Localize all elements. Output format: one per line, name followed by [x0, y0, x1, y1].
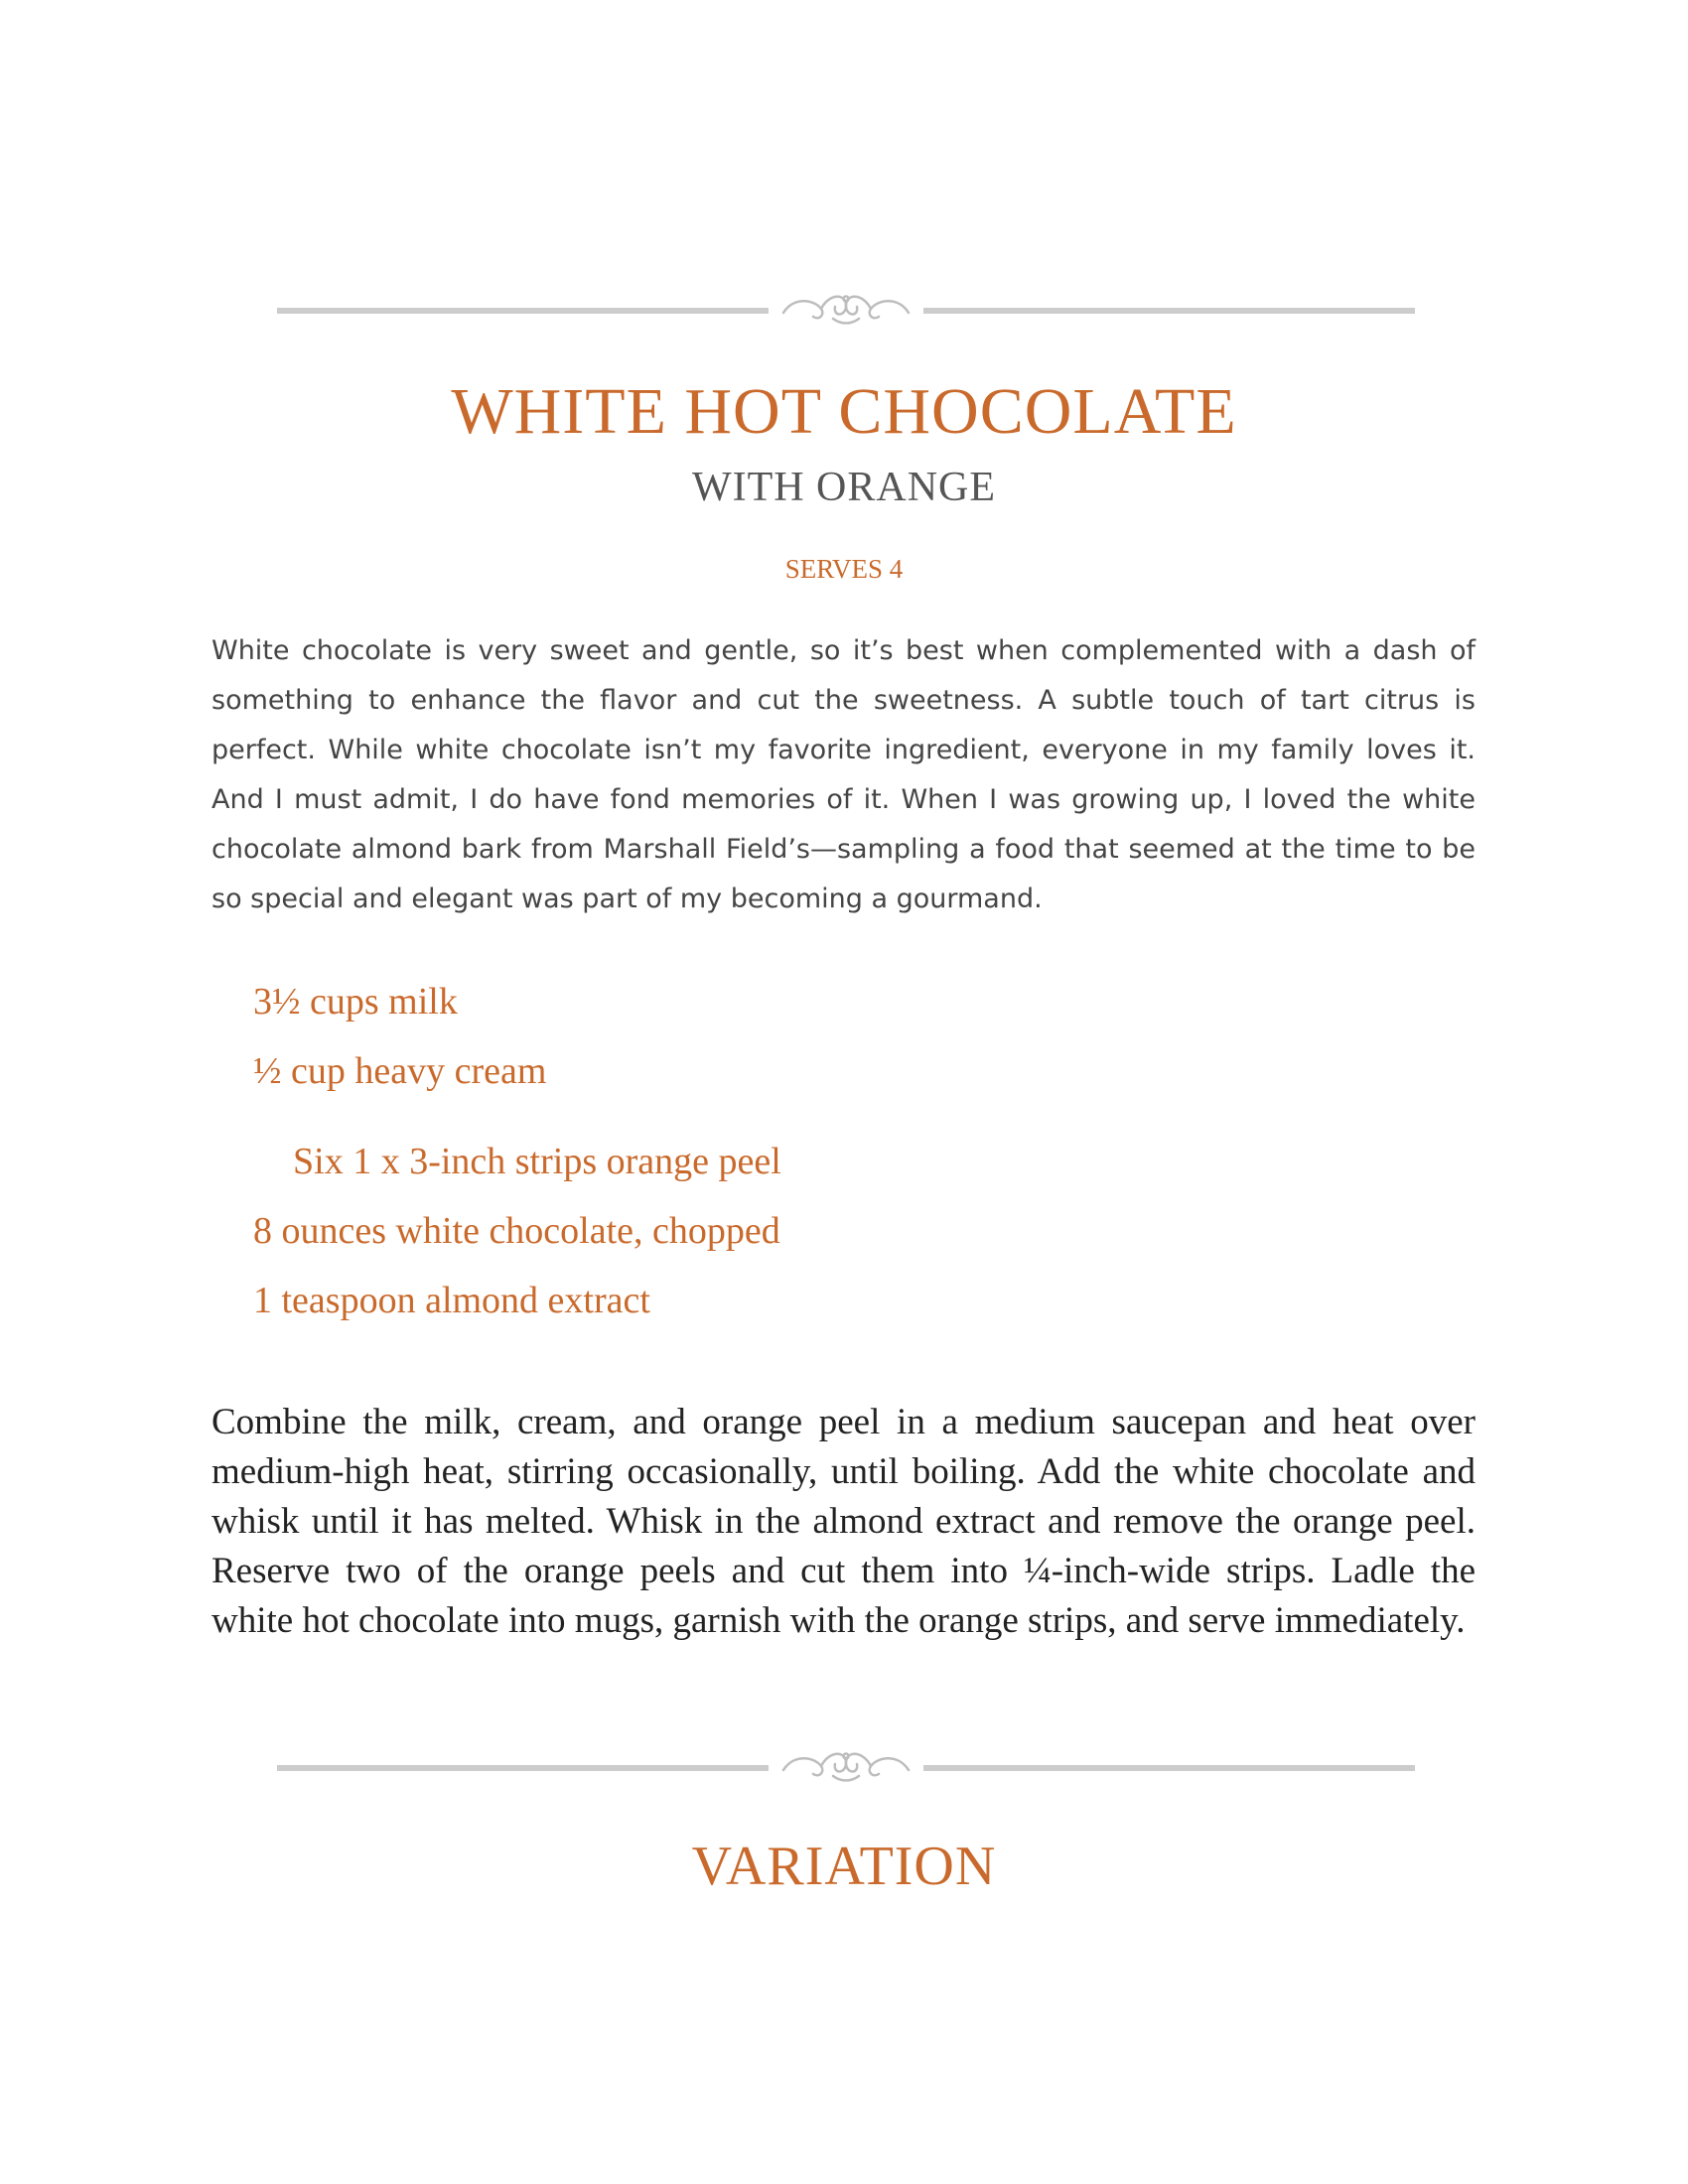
- ingredient-item: 1 teaspoon almond extract: [253, 1280, 650, 1321]
- scroll-flourish-icon: [783, 1754, 909, 1781]
- ingredient-item: Six 1 x 3-inch strips orange peel: [293, 1141, 781, 1182]
- recipe-method: Combine the milk, cream, and orange peel in a medium saucepan and heat over medium-high heat, stirring occasionally, until boiling. Add the white chocolate and whisk until it has melted. Whisk in the almond extract and remove the orange peel. Reserve two of the orange peels and cut them into ¼-inch-wide strips. Ladle the white hot chocolate into mugs, garnish with the orange strips, and serve immediately.: [211, 1402, 1476, 1641]
- bottom-divider: [277, 1748, 1415, 1788]
- scroll-flourish-icon: [783, 297, 909, 324]
- recipe-title: WHITE HOT CHOCOLATE: [451, 375, 1237, 448]
- top-divider: [277, 291, 1415, 331]
- serves-count: SERVES 4: [784, 554, 904, 584]
- variation-heading: VARIATION: [691, 1836, 997, 1897]
- recipe-subtitle: WITH ORANGE: [691, 465, 997, 510]
- ingredient-item: ½ cup heavy cream: [253, 1050, 547, 1092]
- ingredient-item: 8 ounces white chocolate, chopped: [253, 1210, 780, 1252]
- recipe-intro: White chocolate is very sweet and gentle, so it’s best when complemented with a dash of something to enhance the flavor and cut the sweetness. A subtle touch of tart citrus is perfect. While white chocolate isn’t my favorite ingredient, everyone in my family loves it. And I must admit, I do have fond memories of it. When I was growing up, I loved the white chocolate almond bark from Marshall Field’s—sampling a food that seemed at the time to be so special and elegant was part of my becoming a gourmand.: [211, 635, 1476, 914]
- ingredient-item: 3½ cups milk: [253, 981, 458, 1023]
